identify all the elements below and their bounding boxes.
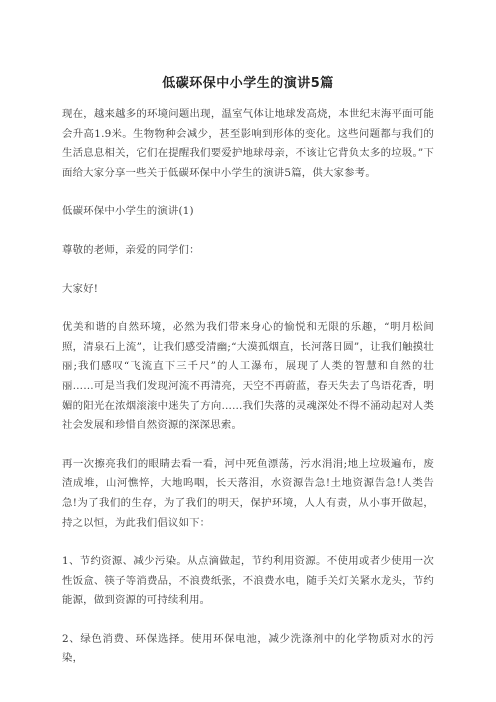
intro-paragraph: 现在，越来越多的环境问题出现，温室气体让地球发高烧，本世纪末海平面可能会升高1.9米。生物物种会减少，甚至影响到形体的变化。这些问题都与我们的生活息息相关，它们在提醒我们要爱护地球母亲，不该让它背负太多的垃圾。”下面给大家分享一些关于低碳环保中小学生的演讲5篇，供大家参考。 bbox=[62, 108, 434, 179]
body-paragraph: 再一次擦亮我们的眼睛去看一看，河中死鱼漂荡，污水涓涓;地上垃圾遍布，废渣成堆，山河憔悴，大地呜咽，长天落泪，水资源告急!土地资源告急!人类告急!为了我们的生存，为了我们的明天，保护环境，人人有责，从小事开做起，持之以恒，为此我们倡议如下： bbox=[62, 457, 434, 529]
body-paragraph: 优美和谐的自然环境，必然为我们带来身心的愉悦和无限的乐趣，“明月松间照，清泉石上流”，让我们感受清幽;“大漠孤烟直，长河落日圆”，让我们触摸壮丽;我们感叹“飞流直下三千尺”的人工瀑布，展现了人类的智慧和自然的壮丽……可是当我们发现河流不再清亮，天空不再蔚蓝，春天失去了鸟语花香，明媚的阳光在浓烟滚滚中迷失了方向……我们失落的灵魂深处不得不涌动起对人类社会发展和珍惜自然资源的深深思索。 bbox=[62, 321, 434, 432]
list-item: 2、绿色消费、环保选择。使用环保电池，减少洗涤剂中的化学物质对水的污染， bbox=[62, 632, 434, 665]
salutation: 尊敬的老师，亲爱的同学们： bbox=[62, 243, 200, 256]
section-heading: 低碳环保中小学生的演讲(1) bbox=[62, 205, 194, 218]
greeting: 大家好! bbox=[62, 282, 99, 295]
document-title: 低碳环保中小学生的演讲5篇 bbox=[162, 76, 334, 91]
list-item: 1、节约资源、减少污染。从点滴做起，节约利用资源。不使用或者少使用一次性饭盒、筷子等消费品，不浪费纸张，不浪费水电，随手关灯关紧水龙头，节约能源，做到资源的可持续利用。 bbox=[62, 555, 434, 607]
